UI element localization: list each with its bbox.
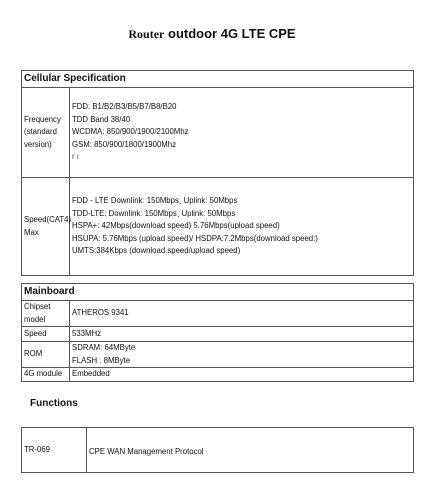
- value-line: FDD: B1/B2/B3/B5/B7/B8/B20: [72, 102, 177, 112]
- label-line: model: [24, 314, 46, 324]
- 4g-module-label: 4G module: [22, 368, 70, 382]
- chipset-label: [22, 301, 70, 327]
- functions-table: [21, 427, 414, 473]
- speed-value: 533MHz: [70, 327, 414, 342]
- rom-label: ROM: [22, 342, 70, 368]
- title-main: outdoor 4G LTE CPE: [168, 26, 296, 41]
- frequency-row: [22, 88, 414, 178]
- title-prefix: Router: [128, 27, 165, 41]
- frequency-value: [70, 88, 414, 178]
- label-line: Chipset: [24, 302, 51, 311]
- value-line: FDD - LTE Downlinkː 150Mbpsˏ Uplinkː 50Mbps: [72, 196, 238, 206]
- value-line: UMTS:384Kbps (download speed/upload speed): [72, 246, 241, 256]
- 4g-module-value: Embedded: [70, 368, 414, 382]
- mainboard-heading: Mainboard: [22, 284, 414, 301]
- tr069-label: TR-069: [22, 428, 87, 473]
- value-line: HSPA+: 42Mbps(download speed) 5.76Mbps(upload speed): [72, 221, 280, 231]
- value-line: TDD-LTE: Downlinkː 150Mbpsˏ Uplinkː 50Mbps: [72, 208, 236, 218]
- label-line: Max: [24, 227, 39, 237]
- value-line: SDRAMː 64MByte: [72, 343, 136, 352]
- label-line: (standard: [24, 127, 57, 137]
- rom-row: [22, 342, 414, 368]
- value-line: GSM: 850/900/1800/1900Mhz: [72, 139, 177, 149]
- functions-heading: Functions: [30, 398, 78, 409]
- speed-mhz-row: [22, 327, 414, 342]
- chipset-row: [22, 301, 414, 327]
- value-line: HSUPA: 5.76Mbps (upload speed)/ HSDPA:7.2Mbps(download speed:): [72, 233, 318, 243]
- document-title: [0, 26, 424, 42]
- chipset-value: ATHEROS 9341: [70, 301, 414, 327]
- speed-row: [22, 178, 414, 276]
- label-line: Speed(CAT4): [24, 215, 72, 224]
- value-line: TDD Band 38/40: [72, 114, 131, 124]
- value-line: r ı: [72, 152, 79, 162]
- cellular-spec-table: [21, 70, 414, 276]
- speed-value: [70, 178, 414, 276]
- speed-label: Speed: [22, 327, 70, 342]
- rom-value: [70, 342, 414, 368]
- value-line: FLASH ː 8MByte: [72, 355, 131, 365]
- speed-label: [22, 178, 70, 276]
- frequency-label: [22, 88, 70, 178]
- tr069-value: CPE WAN Management Protocol: [87, 428, 414, 473]
- cellular-heading: Cellular Specification: [22, 71, 414, 88]
- tr069-row: [22, 428, 414, 473]
- 4g-module-row: [22, 368, 414, 382]
- value-line: WCDMA: 850/900/1900/2100Mhz: [72, 127, 189, 137]
- mainboard-table: [21, 283, 414, 382]
- label-line: Frequency: [24, 114, 61, 124]
- label-line: version): [24, 139, 52, 149]
